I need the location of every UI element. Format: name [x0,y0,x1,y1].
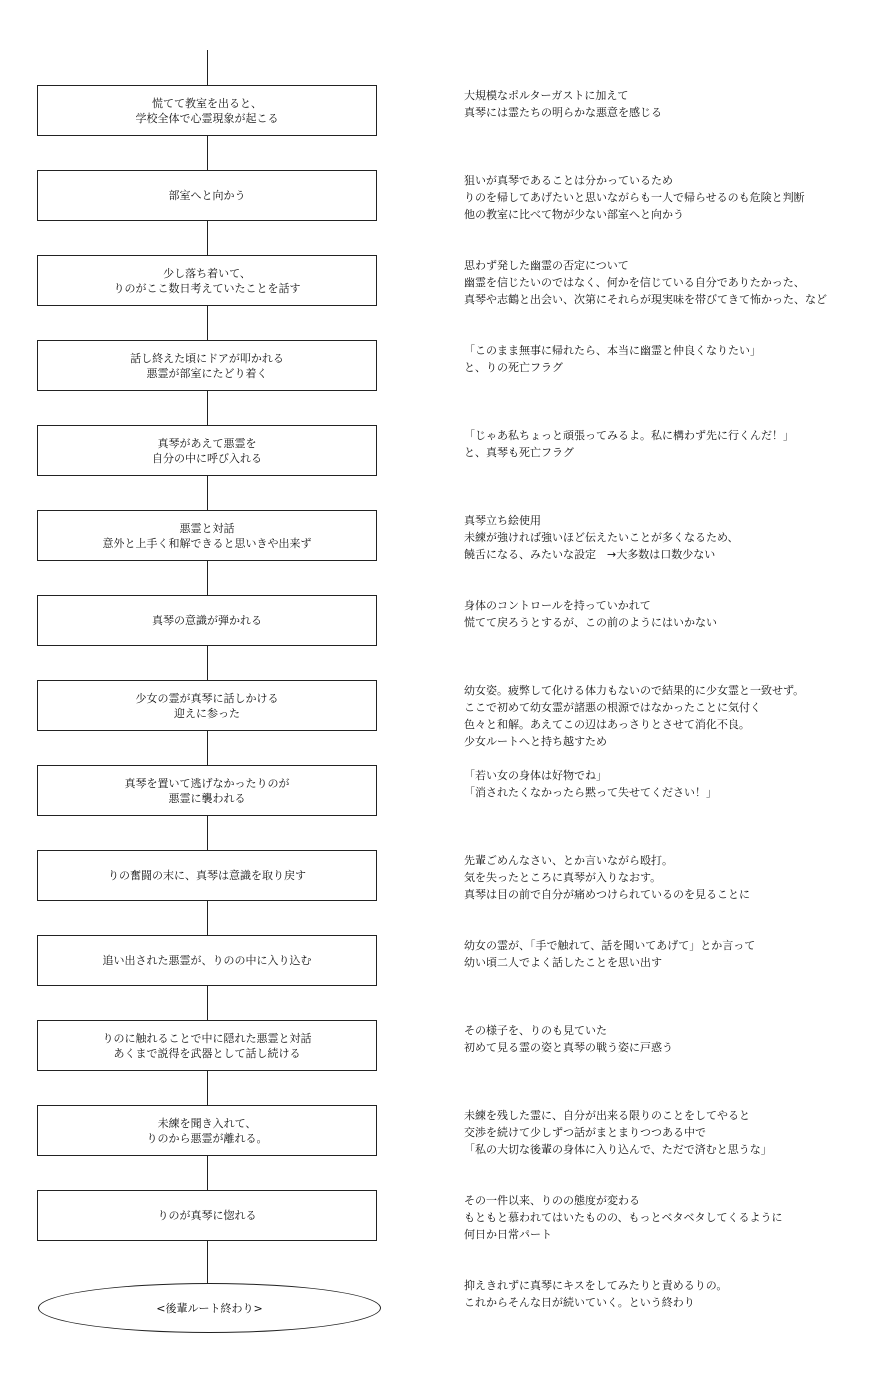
step-note: 「若い女の身体は好物でね」 「消されたくなかったら黙って失せてください！」 [464,769,717,799]
end-note: 抑えきれずに真琴にキスをしてみたりと責めるりの。 これからそんな日が続いていく。という終わり [464,1279,728,1309]
flow-step: 慌てて教室を出ると、 学校全体で心霊現象が起こる [37,85,377,136]
step-note: 幼女の霊が、「手で触れて、話を聞いてあげて」とか言って 幼い頃二人でよく話したことを思い出す [464,939,756,969]
step-note: その様子を、りのも見ていた 初めて見る霊の姿と真琴の戦う姿に戸惑う [464,1024,673,1054]
step-note: 大規模なポルターガストに加えて 真琴には霊たちの明らかな悪意を感じる [464,89,662,119]
step-note: 思わず発した幽霊の否定について 幽霊を信じたいのではなく、何かを信じている自分でありたかった、 真琴や志鶴と出会い、次第にそれらが現実味を帯びてきて怖かった、など [464,259,827,306]
step-note: 未練を残した霊に、自分が出来る限りのことをしてやると 交渉を続けて少しずつ話がまとまりつつある中で 「私の大切な後輩の身体に入り込んで、ただで済むと思うな」 [464,1109,772,1156]
step-note: 狙いが真琴であることは分かっているため りのを帰してあげたいと思いながらも一人で帰らせるのも危険と判断 他の教室に比べて物が少ない部室へと向かう [464,174,805,221]
flow-step: 真琴を置いて逃げなかったりのが 悪霊に襲われる [37,765,377,816]
flow-step: 少女の霊が真琴に話しかける 迎えに参った [37,680,377,731]
step-note: 真琴立ち絵使用 未練が強ければ強いほど伝えたいことが多くなるため、 饒舌になる、みたいな設定 →大多数は口数少ない [464,514,739,561]
flow-step: 部室へと向かう [37,170,377,221]
flow-step: 追い出された悪霊が、りのの中に入り込む [37,935,377,986]
end-terminal: <後輩ルート終わり> [38,1283,381,1333]
step-note: その一件以来、りのの態度が変わる もともと慕われてはいたものの、もっとベタベタしてくるように 何日か日常パート [464,1194,783,1241]
flow-step: 真琴の意識が弾かれる [37,595,377,646]
flow-step: 真琴があえて悪霊を 自分の中に呼び入れる [37,425,377,476]
flow-step: 話し終えた頃にドアが叩かれる 悪霊が部室にたどり着く [37,340,377,391]
flow-connector [207,50,208,1284]
flow-step: りのに触れることで中に隠れた悪霊と対話 あくまで説得を武器として話し続ける [37,1020,377,1071]
step-note: 身体のコントロールを持っていかれて 慌てて戻ろうとするが、この前のようにはいかない [464,599,717,629]
flow-step: 悪霊と対話 意外と上手く和解できると思いきや出来ず [37,510,377,561]
step-note: 「このまま無事に帰れたら、本当に幽霊と仲良くなりたい」 と、りの死亡フラグ [464,344,761,374]
step-note: 幼女姿。疲弊して化ける体力もないので結果的に少女霊と一致せず。 ここで初めて幼女霊が諸悪の根源ではなかったことに気付く 色々と和解。あえてこの辺はあっさりとさせて消化不良。 少女ルートへと持ち越すため [464,684,805,748]
flow-step: りの奮闘の末に、真琴は意識を取り戻す [37,850,377,901]
flow-step: りのが真琴に惚れる [37,1190,377,1241]
step-note: 先輩ごめんなさい、とか言いながら殴打。 気を失ったところに真琴が入りなおす。 真琴は目の前で自分が痛めつけられているのを見ることに [464,854,750,901]
flow-step: 未練を聞き入れて、 りのから悪霊が離れる。 [37,1105,377,1156]
flow-step: 少し落ち着いて、 りのがここ数日考えていたことを話す [37,255,377,306]
step-note: 「じゃあ私ちょっと頑張ってみるよ。私に構わず先に行くんだ！」 と、真琴も死亡フラグ [464,429,794,459]
